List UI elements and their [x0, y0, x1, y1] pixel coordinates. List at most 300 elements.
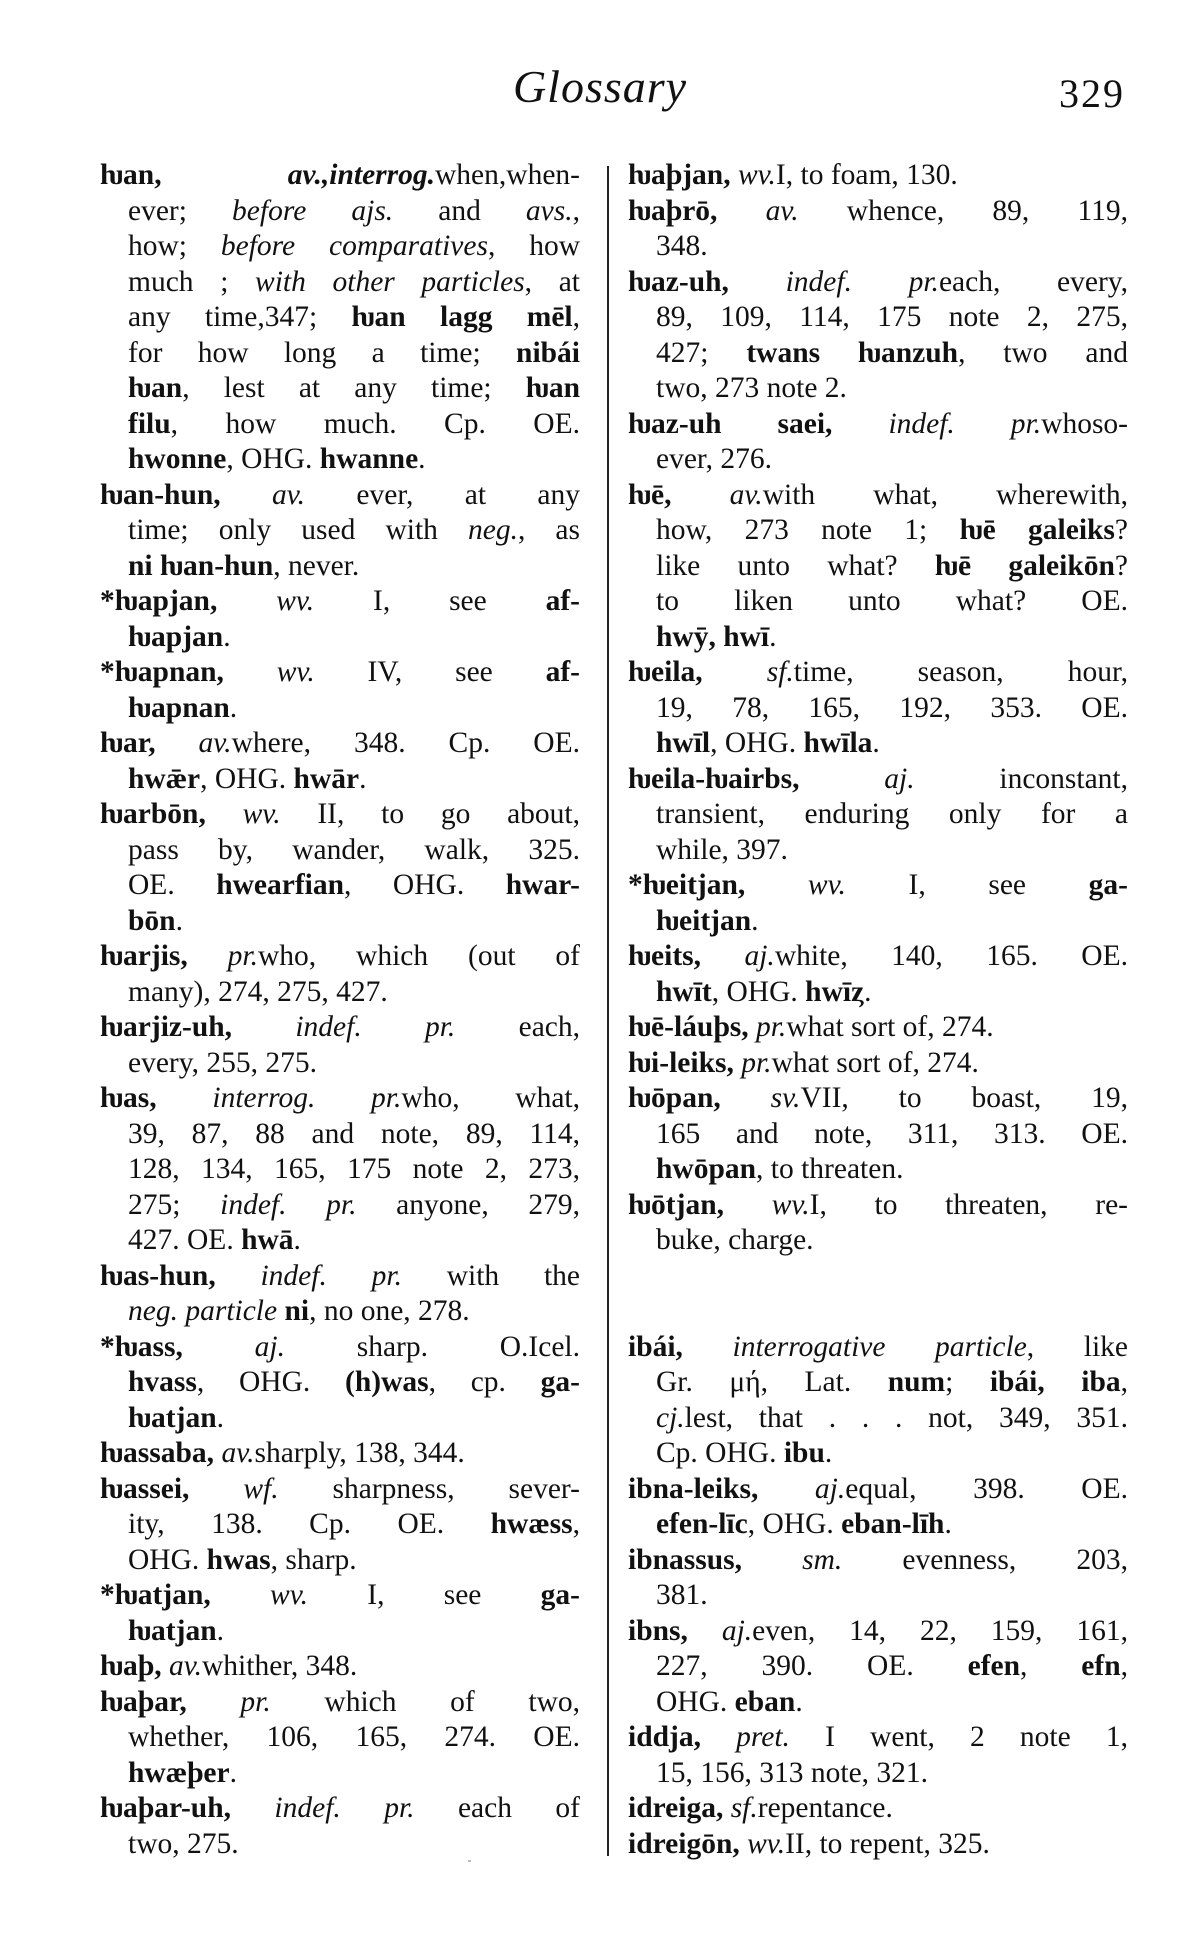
headword: ƕarjis, — [100, 940, 228, 972]
bold-form: efen-līc — [656, 1508, 748, 1540]
definition-text: II, to go about, — [280, 798, 580, 830]
entry-continuation-line — [100, 1223, 580, 1259]
definition-text: , OHG. — [711, 975, 806, 1008]
definition-text: 348. — [656, 230, 708, 262]
bold-form: nibái — [516, 336, 580, 369]
entry-first-line — [628, 478, 1128, 514]
grammar-label: with other particles — [255, 265, 525, 298]
grammar-label: indef. pr. — [260, 1259, 402, 1292]
definition-text: with what, wherewith, — [762, 478, 1128, 511]
glossary-entry — [100, 1685, 580, 1792]
headword: ƕeila, — [628, 656, 767, 688]
bold-form: ni — [277, 1295, 310, 1327]
glossary-entry — [100, 1081, 580, 1259]
definition-text: OHG. — [656, 1685, 735, 1718]
bold-form: hwār — [293, 762, 360, 795]
definition-text: , how much. Cp. OE. — [170, 407, 580, 440]
bold-form: efen — [967, 1650, 1021, 1682]
running-title: Glossary — [512, 61, 688, 112]
glossary-entry — [628, 868, 1128, 939]
glossary-entry — [628, 939, 1128, 1010]
definition-text: 427; — [656, 336, 747, 369]
definition-text: . — [872, 727, 880, 759]
definition-text: time, season, hour, — [793, 656, 1128, 688]
definition-text: , cp. — [428, 1366, 541, 1398]
entry-first-line — [100, 1330, 580, 1366]
entry-continuation-line — [100, 762, 580, 798]
definition-text: I, to threaten, re- — [809, 1188, 1128, 1221]
grammar-label: av. — [221, 1437, 255, 1469]
headword: *ƕapnan, — [100, 656, 277, 688]
entry-continuation-line — [100, 442, 580, 478]
grammar-label: av.,interrog. — [287, 159, 435, 191]
glossary-entry — [628, 407, 1128, 478]
definition-text: like unto what? — [656, 549, 935, 582]
definition-text: , — [1120, 1650, 1128, 1682]
headword: ƕē, — [628, 478, 730, 511]
headword: ƕassaba, — [100, 1437, 222, 1469]
entry-continuation-line — [628, 336, 1128, 372]
definition-text: , OHG. — [200, 762, 294, 795]
definition-text: Gr. μή, Lat. — [656, 1366, 888, 1398]
headword: ƕan, — [100, 159, 288, 191]
bold-form: hwar- — [505, 869, 580, 901]
definition-text: ever; — [128, 194, 233, 227]
grammar-label: av. — [272, 478, 306, 511]
entry-continuation-line — [100, 1614, 580, 1650]
entry-first-line — [628, 1010, 1128, 1046]
entry-continuation-line — [100, 1152, 580, 1188]
definition-text: OE. — [128, 869, 217, 901]
grammar-label: cj. — [656, 1401, 685, 1434]
headword: ƕeits, — [628, 940, 745, 972]
grammar-label: pr. — [755, 1011, 787, 1043]
entry-continuation-line — [100, 549, 580, 585]
definition-text: each, every, — [938, 265, 1128, 298]
page-header — [0, 60, 1200, 120]
definition-text: whence, 89, 119, — [798, 194, 1128, 227]
entry-first-line — [100, 1010, 580, 1046]
entry-continuation-line — [100, 1046, 580, 1082]
entry-first-line — [628, 407, 1128, 443]
glossary-entry — [628, 1010, 1128, 1046]
entry-first-line — [628, 1188, 1128, 1224]
definition-text: , to threaten. — [756, 1153, 904, 1185]
definition-text: . — [293, 1224, 301, 1256]
definition-text: for how long a time; — [128, 336, 517, 369]
grammar-label: wf. — [243, 1472, 279, 1505]
entry-continuation-line — [100, 1117, 580, 1153]
entry-first-line — [100, 1472, 580, 1508]
grammar-label: aj. — [721, 1614, 753, 1647]
entry-continuation-line — [628, 797, 1128, 833]
entry-continuation-line — [628, 833, 1128, 869]
headword: ƕeila-ƕairbs, — [628, 762, 885, 795]
bold-form: eban-līh — [841, 1508, 945, 1540]
bold-form: hwæþer — [128, 1756, 230, 1789]
entry-continuation-line — [628, 691, 1128, 727]
entry-first-line — [628, 1543, 1128, 1579]
grammar-label: wv. — [270, 1579, 308, 1611]
definition-text: two, 275. — [128, 1827, 239, 1860]
bold-form: ƕatjan — [128, 1401, 217, 1434]
definition-text: 39, 87, 88 and note, 89, 114, — [128, 1117, 580, 1150]
bold-form: (h)was — [345, 1366, 429, 1398]
bold-form: ibái, iba — [989, 1366, 1121, 1398]
entry-first-line — [628, 1614, 1128, 1650]
definition-text: 227, 390. OE. — [656, 1650, 968, 1682]
entry-continuation-line — [100, 1188, 580, 1224]
definition-text: where, 348. Cp. OE. — [231, 727, 580, 759]
entry-continuation-line — [628, 1436, 1128, 1472]
glossary-entry — [100, 1259, 580, 1330]
definition-text: . — [751, 904, 759, 937]
definition-text: . — [864, 975, 872, 1008]
grammar-label: indef. pr. — [785, 265, 939, 298]
grammar-label: before ajs. — [232, 194, 394, 227]
headword: ƕi-leiks, — [628, 1046, 742, 1079]
headword: ƕaþar, — [100, 1685, 241, 1718]
glossary-entry — [100, 1791, 580, 1862]
glossary-entry — [628, 1046, 1128, 1082]
headword: ƕōpan, — [628, 1082, 771, 1114]
entry-first-line — [628, 1046, 1128, 1082]
grammar-label: av. — [765, 194, 799, 227]
entry-first-line — [628, 1081, 1128, 1117]
grammar-label: aj. — [254, 1330, 285, 1363]
definition-text: while, 397. — [656, 833, 788, 866]
definition-text: two, 273 note 2. — [656, 372, 847, 404]
headword: *ƕatjan, — [100, 1579, 271, 1611]
definition-text: . — [795, 1685, 803, 1718]
bold-form: hwīla — [803, 727, 873, 759]
page-number: 329 — [1059, 71, 1125, 116]
definition-text: every, 255, 275. — [128, 1046, 317, 1079]
grammar-label: wv. — [807, 869, 846, 901]
bold-form: ga- — [540, 1579, 580, 1611]
bold-form: hwonne — [128, 443, 227, 475]
headword: ibnassus, — [628, 1543, 803, 1576]
definition-text: equal, 398. OE. — [845, 1472, 1128, 1505]
definition-text: . — [216, 1401, 224, 1434]
definition-text: ; — [945, 1366, 990, 1398]
entry-first-line — [628, 939, 1128, 975]
definition-text: what sort of, 274. — [771, 1046, 979, 1079]
definition-text: , — [572, 1508, 580, 1540]
glossary-column-right — [628, 158, 1128, 1862]
entry-first-line — [100, 1436, 580, 1472]
definition-text: 15, 156, 313 note, 321. — [656, 1756, 929, 1789]
definition-text: ? — [1114, 549, 1128, 582]
grammar-label: aj. — [744, 940, 775, 972]
entry-continuation-line — [628, 1365, 1128, 1401]
glossary-entry — [628, 478, 1128, 656]
bold-form: ƕē galeiks — [959, 514, 1115, 546]
glossary-entry — [628, 1543, 1128, 1614]
definition-text: 128, 134, 165, 175 note 2, 273, — [128, 1153, 580, 1185]
definition-text: . — [418, 443, 426, 475]
entry-continuation-line — [628, 1152, 1128, 1188]
entry-continuation-line — [100, 194, 580, 230]
definition-text: . — [223, 620, 231, 653]
entry-continuation-line — [100, 371, 580, 407]
definition-text: when,when- — [435, 159, 580, 191]
bold-form: ƕan lagg mēl — [351, 301, 573, 333]
entry-continuation-line — [628, 300, 1128, 336]
definition-text: ? — [1114, 514, 1129, 546]
entry-continuation-line — [628, 1756, 1128, 1792]
headword: ibái, — [628, 1330, 733, 1363]
entry-continuation-line — [628, 1117, 1128, 1153]
bold-form: ni ƕan-hun — [128, 549, 274, 582]
definition-text: anyone, 279, — [356, 1188, 581, 1221]
glossary-entry — [100, 584, 580, 655]
grammar-label: pr. — [227, 940, 258, 972]
bold-form: efn — [1081, 1650, 1121, 1682]
entry-first-line — [100, 1791, 580, 1827]
glossary-entry — [100, 939, 580, 1010]
glossary-entry — [628, 655, 1128, 762]
entry-continuation-line — [100, 265, 580, 301]
glossary-entry — [628, 1791, 1128, 1827]
grammar-label: sv. — [770, 1082, 801, 1114]
grammar-label: wv. — [737, 159, 776, 191]
entry-continuation-line — [628, 584, 1128, 620]
entry-continuation-line — [100, 975, 580, 1011]
entry-continuation-line — [628, 442, 1128, 478]
headword: ƕan-hun, — [100, 478, 273, 511]
grammar-label: wv. — [276, 656, 315, 688]
definition-text: IV, see — [314, 656, 546, 688]
definition-text: 381. — [656, 1579, 708, 1611]
definition-text: how, 273 note 1; — [656, 514, 960, 546]
headword: *ƕeitjan, — [628, 869, 808, 901]
definition-text: even, 14, 22, 159, 161, — [752, 1614, 1128, 1647]
grammar-label: interrog. pr. — [212, 1082, 402, 1114]
entry-continuation-line — [100, 1401, 580, 1437]
grammar-label: indef. pr. — [888, 407, 1042, 440]
headword: ƕaþjan, — [628, 159, 738, 191]
definition-text: ever, 276. — [656, 443, 772, 475]
definition-text: , — [572, 194, 580, 227]
definition-text: who, what, — [401, 1082, 580, 1114]
definition-text: transient, enduring only for a — [656, 798, 1128, 830]
bold-form: ga- — [1088, 869, 1128, 901]
entry-first-line — [100, 1685, 580, 1721]
entry-first-line — [628, 158, 1128, 194]
definition-text: what sort of, 274. — [786, 1011, 994, 1043]
bold-form: hwanne — [319, 443, 419, 475]
entry-continuation-line — [100, 229, 580, 265]
definition-text: to liken unto what? OE. — [656, 585, 1128, 617]
headword: ƕas-hun, — [100, 1259, 261, 1292]
entry-first-line — [628, 1472, 1128, 1508]
definition-text: , as — [517, 514, 580, 546]
definition-text: OHG. — [128, 1543, 207, 1576]
grammar-label: neg. — [467, 514, 518, 546]
entry-continuation-line — [100, 904, 580, 940]
grammar-label: pr. — [741, 1046, 772, 1079]
entry-continuation-line — [100, 300, 580, 336]
definition-text: . — [216, 1614, 224, 1647]
definition-text: , OHG. — [344, 869, 506, 901]
entry-first-line — [628, 1827, 1128, 1863]
headword: ƕōtjan, — [628, 1188, 772, 1221]
grammar-label: avs. — [525, 194, 573, 227]
definition-text: , — [1020, 1650, 1082, 1682]
headword: ƕassei, — [100, 1472, 244, 1505]
grammar-label: indef. pr. — [274, 1792, 415, 1824]
definition-text: pass by, wander, walk, 325. — [128, 833, 580, 866]
entry-first-line — [628, 868, 1128, 904]
definition-text: , how — [487, 230, 580, 262]
glossary-entry — [100, 655, 580, 726]
definition-text: whither, 348. — [202, 1650, 358, 1682]
definition-text: each of — [414, 1792, 580, 1824]
definition-text: ity, 138. Cp. OE. — [128, 1508, 491, 1540]
bold-form: num — [887, 1366, 946, 1398]
scan-speck — [468, 1860, 471, 1862]
headword: ƕar, — [100, 727, 199, 759]
definition-text: . — [175, 904, 183, 937]
bold-form: ƕan — [525, 372, 580, 404]
grammar-label: av. — [729, 478, 763, 511]
definition-text: 275; — [128, 1188, 221, 1221]
entry-continuation-line — [628, 904, 1128, 940]
entry-first-line — [100, 1259, 580, 1295]
definition-text: many), 274, 275, 427. — [128, 975, 388, 1008]
entry-continuation-line — [100, 691, 580, 727]
entry-first-line — [628, 1720, 1128, 1756]
definition-text: , OHG. — [710, 727, 804, 759]
glossary-entry — [628, 1081, 1128, 1188]
grammar-label: wv. — [276, 585, 315, 617]
grammar-label: wv. — [771, 1188, 810, 1221]
grammar-label: sm. — [802, 1543, 843, 1576]
bold-form: hwā — [241, 1224, 294, 1256]
headword: *ƕass, — [100, 1330, 255, 1363]
definition-text: , lest at any time; — [182, 372, 526, 404]
entry-first-line — [628, 762, 1128, 798]
definition-text: any time,347; — [128, 301, 352, 333]
glossary-entry — [100, 1472, 580, 1579]
entry-continuation-line — [628, 1401, 1128, 1437]
definition-text: sharpness, sever- — [278, 1472, 580, 1505]
definition-text: buke, charge. — [656, 1224, 814, 1256]
entry-continuation-line — [628, 549, 1128, 585]
entry-continuation-line — [100, 1543, 580, 1579]
bold-form: hwīȥ — [805, 975, 865, 1008]
grammar-label: wv. — [747, 1827, 786, 1860]
entry-first-line — [100, 797, 580, 833]
definition-text: I, see — [307, 1579, 541, 1611]
glossary-entry — [628, 1720, 1128, 1791]
entry-continuation-line — [100, 620, 580, 656]
definition-text: . — [769, 620, 777, 653]
definition-text: sharp. O.Icel. — [284, 1330, 580, 1363]
bold-form: hwīt — [656, 975, 712, 1008]
grammar-label: interrogative particle — [732, 1330, 1027, 1363]
headword: ƕaz-uh saei, — [628, 407, 889, 440]
bold-form: hwōpan — [656, 1153, 757, 1185]
glossary-entry — [100, 478, 580, 585]
entry-continuation-line — [628, 1578, 1128, 1614]
bold-form: ƕē galeikōn — [934, 549, 1115, 582]
definition-text: evenness, 203, — [842, 1543, 1129, 1576]
definition-text: white, 140, 165. OE. — [774, 940, 1128, 972]
bold-form: ƕan — [128, 372, 183, 404]
entry-first-line — [100, 1578, 580, 1614]
bold-form: hwas — [206, 1543, 271, 1576]
entry-continuation-line — [100, 868, 580, 904]
entry-continuation-line — [100, 1827, 580, 1863]
glossary-entry — [628, 1614, 1128, 1721]
glossary-entry — [100, 1649, 580, 1685]
definition-text: . — [359, 762, 367, 795]
entry-continuation-line — [628, 975, 1128, 1011]
definition-text: 89, 109, 114, 175 note 2, 275, — [656, 301, 1128, 333]
definition-text: 427. OE. — [128, 1224, 242, 1256]
glossary-entry — [628, 1472, 1128, 1543]
entry-continuation-line — [100, 513, 580, 549]
glossary-entry — [628, 1330, 1128, 1472]
bold-form: ƕeitjan — [656, 904, 752, 937]
definition-text: how; — [128, 230, 221, 262]
definition-text: I went, 2 note 1, — [789, 1721, 1128, 1753]
headword: ƕaþar-uh, — [100, 1792, 275, 1824]
headword: idreigōn, — [628, 1827, 748, 1860]
entry-first-line — [100, 655, 580, 691]
definition-text: , sharp. — [270, 1543, 357, 1576]
headword: ƕaþrō, — [628, 194, 766, 227]
definition-text: 19, 78, 165, 192, 353. OE. — [656, 691, 1128, 724]
glossary-entry — [100, 1330, 580, 1437]
glossary-entry — [628, 1188, 1128, 1259]
entry-continuation-line — [628, 371, 1128, 407]
entry-continuation-line — [628, 620, 1128, 656]
definition-text: repentance. — [757, 1792, 893, 1824]
definition-text: , — [1120, 1366, 1128, 1398]
bold-form: ƕapnan — [128, 691, 230, 724]
grammar-label: av. — [198, 727, 232, 759]
headword: idreiga, — [628, 1792, 731, 1824]
entry-continuation-line — [100, 1365, 580, 1401]
definition-text: I, see — [845, 869, 1089, 901]
headword: ƕarjiz-uh, — [100, 1011, 296, 1043]
glossary-entry — [628, 265, 1128, 407]
headword: ƕas, — [100, 1082, 213, 1114]
section-gap — [628, 1259, 1128, 1330]
headword: ibna-leiks, — [628, 1472, 815, 1505]
definition-text: , at — [524, 265, 580, 298]
bold-form: ƕatjan — [128, 1614, 217, 1647]
bold-form: hwīl — [656, 727, 711, 759]
bold-form: hwæss — [490, 1508, 573, 1540]
headword: *ƕapjan, — [100, 585, 277, 617]
headword: iddja, — [628, 1721, 737, 1753]
entry-first-line — [100, 939, 580, 975]
glossary-entry — [100, 1010, 580, 1081]
definition-text: with the — [401, 1259, 580, 1292]
definition-text: . — [944, 1508, 952, 1540]
entry-first-line — [100, 1649, 580, 1685]
definition-text: . — [229, 691, 238, 724]
bold-form: bōn — [128, 904, 176, 937]
definition-text: , never. — [273, 549, 360, 582]
grammar-label: sf. — [730, 1792, 758, 1824]
bold-form: hwearfian — [216, 869, 345, 901]
entry-continuation-line — [628, 1649, 1128, 1685]
